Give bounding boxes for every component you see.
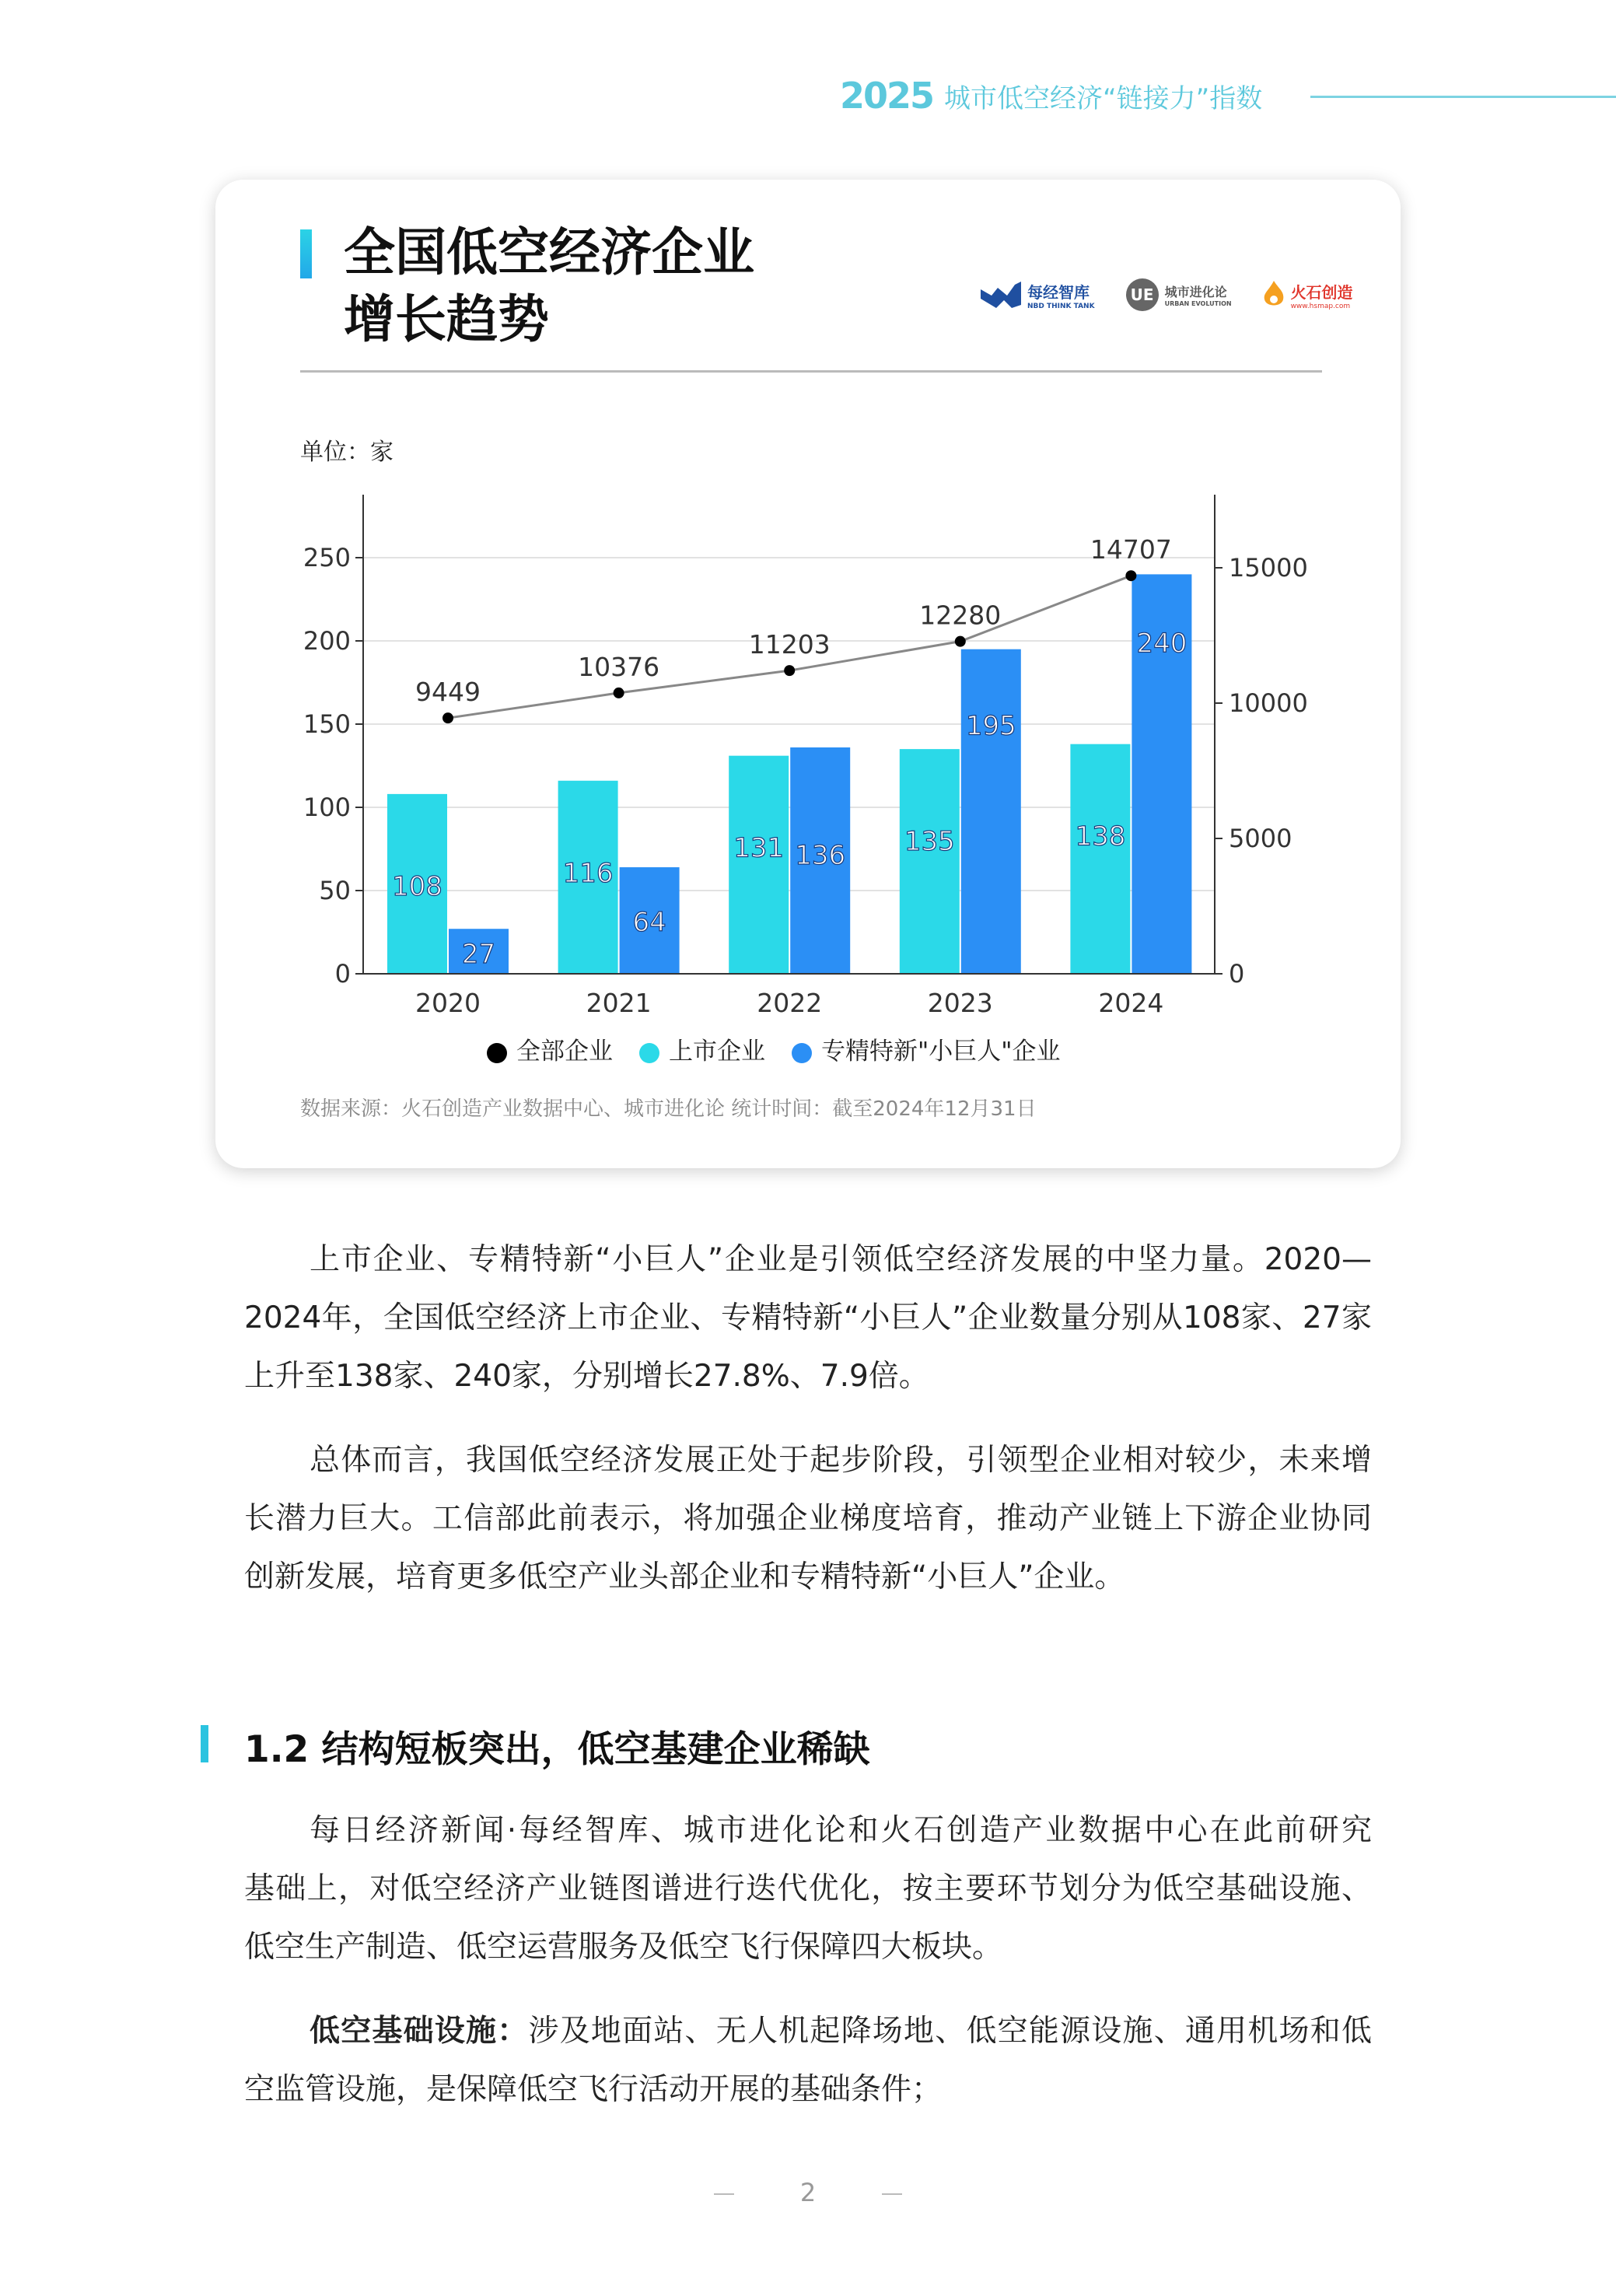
x-tick-label: 2021 (586, 988, 652, 1018)
text-line: 2024年，全国低空经济上市企业、专精特新“小巨人”企业数量分别从108家、27家 (244, 1300, 1372, 1335)
bar-value-label: 240 (1136, 628, 1188, 660)
bar-value-label: 64 (632, 907, 666, 939)
section-heading: 1.2 结构短板突出，低空基建企业稀缺 (244, 1728, 870, 1771)
logo-subtext: www.hsmap.com (1290, 302, 1351, 310)
bar-value-label: 136 (795, 839, 846, 871)
legend-item-all (487, 1031, 613, 1066)
left-tick-label: 150 (303, 709, 351, 739)
bar-value-label: 138 (1075, 821, 1126, 852)
legend-item-little-giant (792, 1031, 1061, 1066)
legend-label: 全部企业 (516, 1038, 613, 1066)
right-tick-label: 0 (1229, 959, 1245, 989)
paragraph-2 (244, 1431, 1372, 1606)
line-value-label: 12280 (919, 600, 1002, 631)
x-tick-label: 2024 (1098, 988, 1164, 1018)
bar-value-label: 116 (562, 857, 614, 889)
line-point (955, 636, 966, 647)
bar-value-label: 108 (392, 870, 442, 902)
line-value-label: 9449 (415, 677, 481, 708)
header-title: 城市低空经济“链接力”指数 (944, 82, 1263, 114)
bar-value-label: 135 (904, 826, 955, 858)
bar-listed (900, 749, 960, 974)
line-value-label: 14707 (1090, 534, 1172, 565)
bar-value-label: 195 (965, 710, 1016, 742)
text-line (244, 2002, 1372, 2060)
text-line: 低空生产制造、低空运营服务及低空飞行保障四大板块。 (244, 1930, 1003, 1965)
paragraph-3 (244, 1801, 1372, 1976)
text-line: 创新发展，培育更多低空产业头部企业和专精特新“小巨人”企业。 (244, 1559, 1125, 1594)
logo-text: 城市进化论 (1164, 285, 1227, 299)
logo-subtext: NBD THINK TANK (1027, 302, 1095, 310)
x-tick-label: 2023 (927, 988, 993, 1018)
chart-title-line: 增长趋势 (344, 289, 549, 349)
bar-listed (729, 756, 789, 974)
header-year: 2025 (840, 75, 934, 117)
chart-title-line: 全国低空经济企业 (344, 222, 754, 282)
left-tick-label: 0 (334, 959, 351, 989)
right-tick-label: 5000 (1229, 824, 1292, 853)
line-value-label: 10376 (578, 651, 660, 682)
legend-item-listed (639, 1031, 765, 1066)
legend-label: 专精特新"小巨人"企业 (821, 1038, 1061, 1066)
legend-label: 上市企业 (669, 1038, 765, 1066)
data-source-note: 数据来源：火石创造产业数据中心、城市进化论 统计时间：截至2024年12月31日 (300, 1097, 1037, 1121)
line-point (1125, 570, 1136, 581)
line-point (784, 665, 795, 676)
text-line: 空监管设施，是保障低空飞行活动开展的基础条件； (244, 2072, 943, 2107)
legend-swatch (487, 1043, 507, 1063)
page-number-text: 2 (799, 2178, 817, 2207)
text-line: 长潜力巨大。工信部此前表示，将加强企业梯度培育，推动产业链上下游企业协同 (244, 1501, 1372, 1536)
dash (882, 2193, 902, 2195)
page-number (0, 2178, 1616, 2207)
text-run: 涉及地面站、无人机起降场地、低空能源设施、通用机场和低 (528, 2014, 1372, 2049)
paragraph-1 (244, 1230, 1372, 1405)
chart-legend (487, 1031, 1061, 1066)
text-line: 总体而言，我国低空经济发展正处于起步阶段，引领型企业相对较少，未来增 (310, 1443, 1372, 1478)
legend-swatch (792, 1043, 812, 1063)
text-line: 每日经济新闻·每经智库、城市进化论和火石创造产业数据中心在此前研究 (310, 1813, 1372, 1848)
right-tick-label: 15000 (1229, 553, 1308, 583)
logo-text: 火石创造 (1290, 282, 1353, 302)
legend-swatch (639, 1043, 659, 1063)
paragraph-4 (244, 2002, 1372, 2119)
ue-mark-icon: UE (1126, 278, 1159, 311)
right-tick-label: 10000 (1229, 688, 1308, 718)
bar-value-label: 27 (461, 939, 496, 970)
bar-little-giant (961, 649, 1021, 974)
x-tick-label: 2020 (415, 988, 481, 1018)
dash (714, 2193, 734, 2195)
unit-label: 单位：家 (300, 439, 394, 466)
line-point (442, 712, 453, 723)
text-line: 基础上，对低空经济产业链图谱进行迭代优化，按主要环节划分为低空基础设施、 (244, 1871, 1372, 1906)
left-tick-label: 100 (303, 793, 351, 822)
bar-value-label: 131 (733, 832, 785, 864)
bar-line-chart (0, 0, 1616, 1089)
bar-listed (1070, 744, 1130, 974)
text-line: 上市企业、专精特新“小巨人”企业是引领低空经济发展的中坚力量。2020— (310, 1242, 1372, 1277)
logo-text: 每经智库 (1027, 282, 1090, 302)
line-point (614, 688, 624, 698)
line-value-label: 11203 (748, 629, 831, 660)
x-tick-label: 2022 (757, 988, 823, 1018)
left-tick-label: 200 (303, 626, 351, 656)
heading-accent-bar (201, 1725, 208, 1762)
bold-lead: 低空基础设施： (310, 2014, 529, 2049)
logo-subtext: URBAN EVOLUTION (1164, 300, 1232, 307)
text-line: 上升至138家、240家，分别增长27.8%、7.9倍。 (244, 1359, 929, 1394)
left-tick-label: 50 (319, 876, 351, 905)
left-tick-label: 250 (303, 543, 351, 572)
